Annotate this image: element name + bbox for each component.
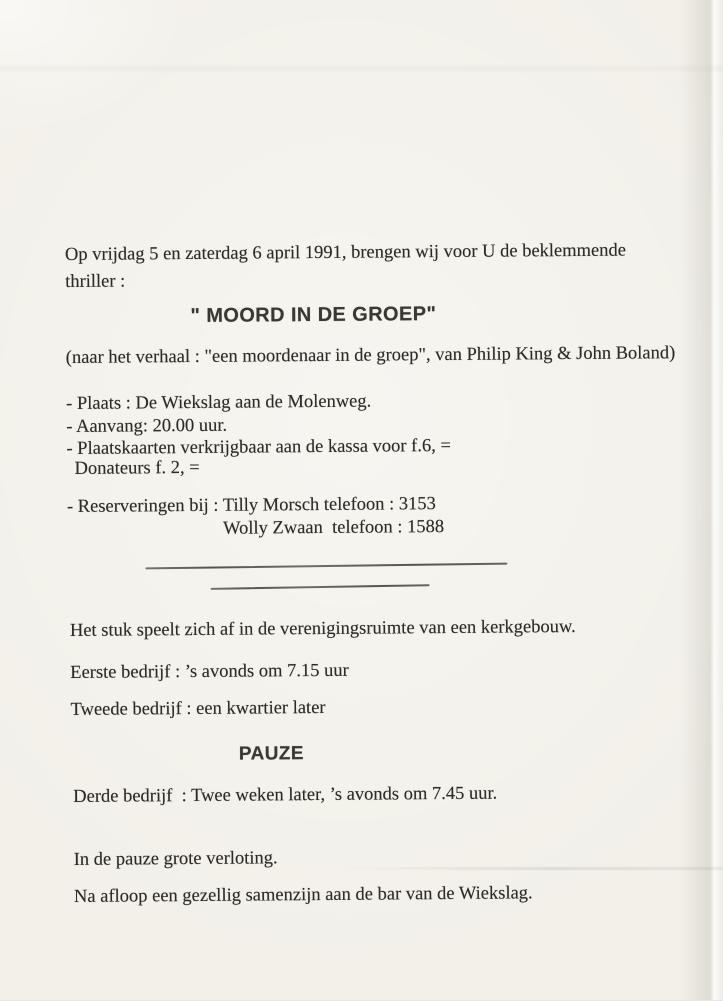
paper-crease xyxy=(340,867,723,870)
detail-donors: Donateurs f. 2, = xyxy=(74,457,200,479)
closing-line: Na afloop een gezellig samenzijn aan de bar van de Wiekslag. xyxy=(73,883,533,907)
detail-tickets: - Plaatskaarten verkrijgbaar aan de kassa voor f.6, = xyxy=(66,435,451,459)
source-note: (naar het verhaal : "een moordenaar in de groep", van Philip King & John Boland) xyxy=(65,343,676,368)
pause-heading: PAUZE xyxy=(238,743,304,765)
play-title: " MOORD IN DE GROEP" xyxy=(190,303,437,328)
setting-line: Het stuk speelt zich af in de verenigingsruimte van een kerkgebouw. xyxy=(69,617,576,641)
reservations-line-2: Wolly Zwaan telefoon : 1588 xyxy=(223,517,445,539)
act1-line: Eerste bedrijf : ’s avonds om 7.15 uur xyxy=(70,660,349,683)
divider-line-1 xyxy=(145,563,507,570)
act3-line: Derde bedrijf : Twee weken later, ’s avonds om 7.45 uur. xyxy=(73,783,498,807)
detail-location: - Plaats : De Wiekslag aan de Molenweg. xyxy=(66,391,372,414)
detail-start-time: - Aanvang: 20.00 uur. xyxy=(66,415,228,437)
act2-line: Tweede bedrijf : een kwartier later xyxy=(70,697,326,720)
divider-line-2 xyxy=(211,584,430,590)
raffle-line: In de pauze grote verloting. xyxy=(73,848,278,870)
reservations-line-1: - Reserveringen bij : Tilly Morsch telefoon : 3153 xyxy=(66,494,436,517)
intro-line-2: thriller : xyxy=(65,271,126,292)
intro-line-1: Op vrijdag 5 en zaterdag 6 april 1991, brengen wij voor U de beklemmende xyxy=(64,240,627,265)
